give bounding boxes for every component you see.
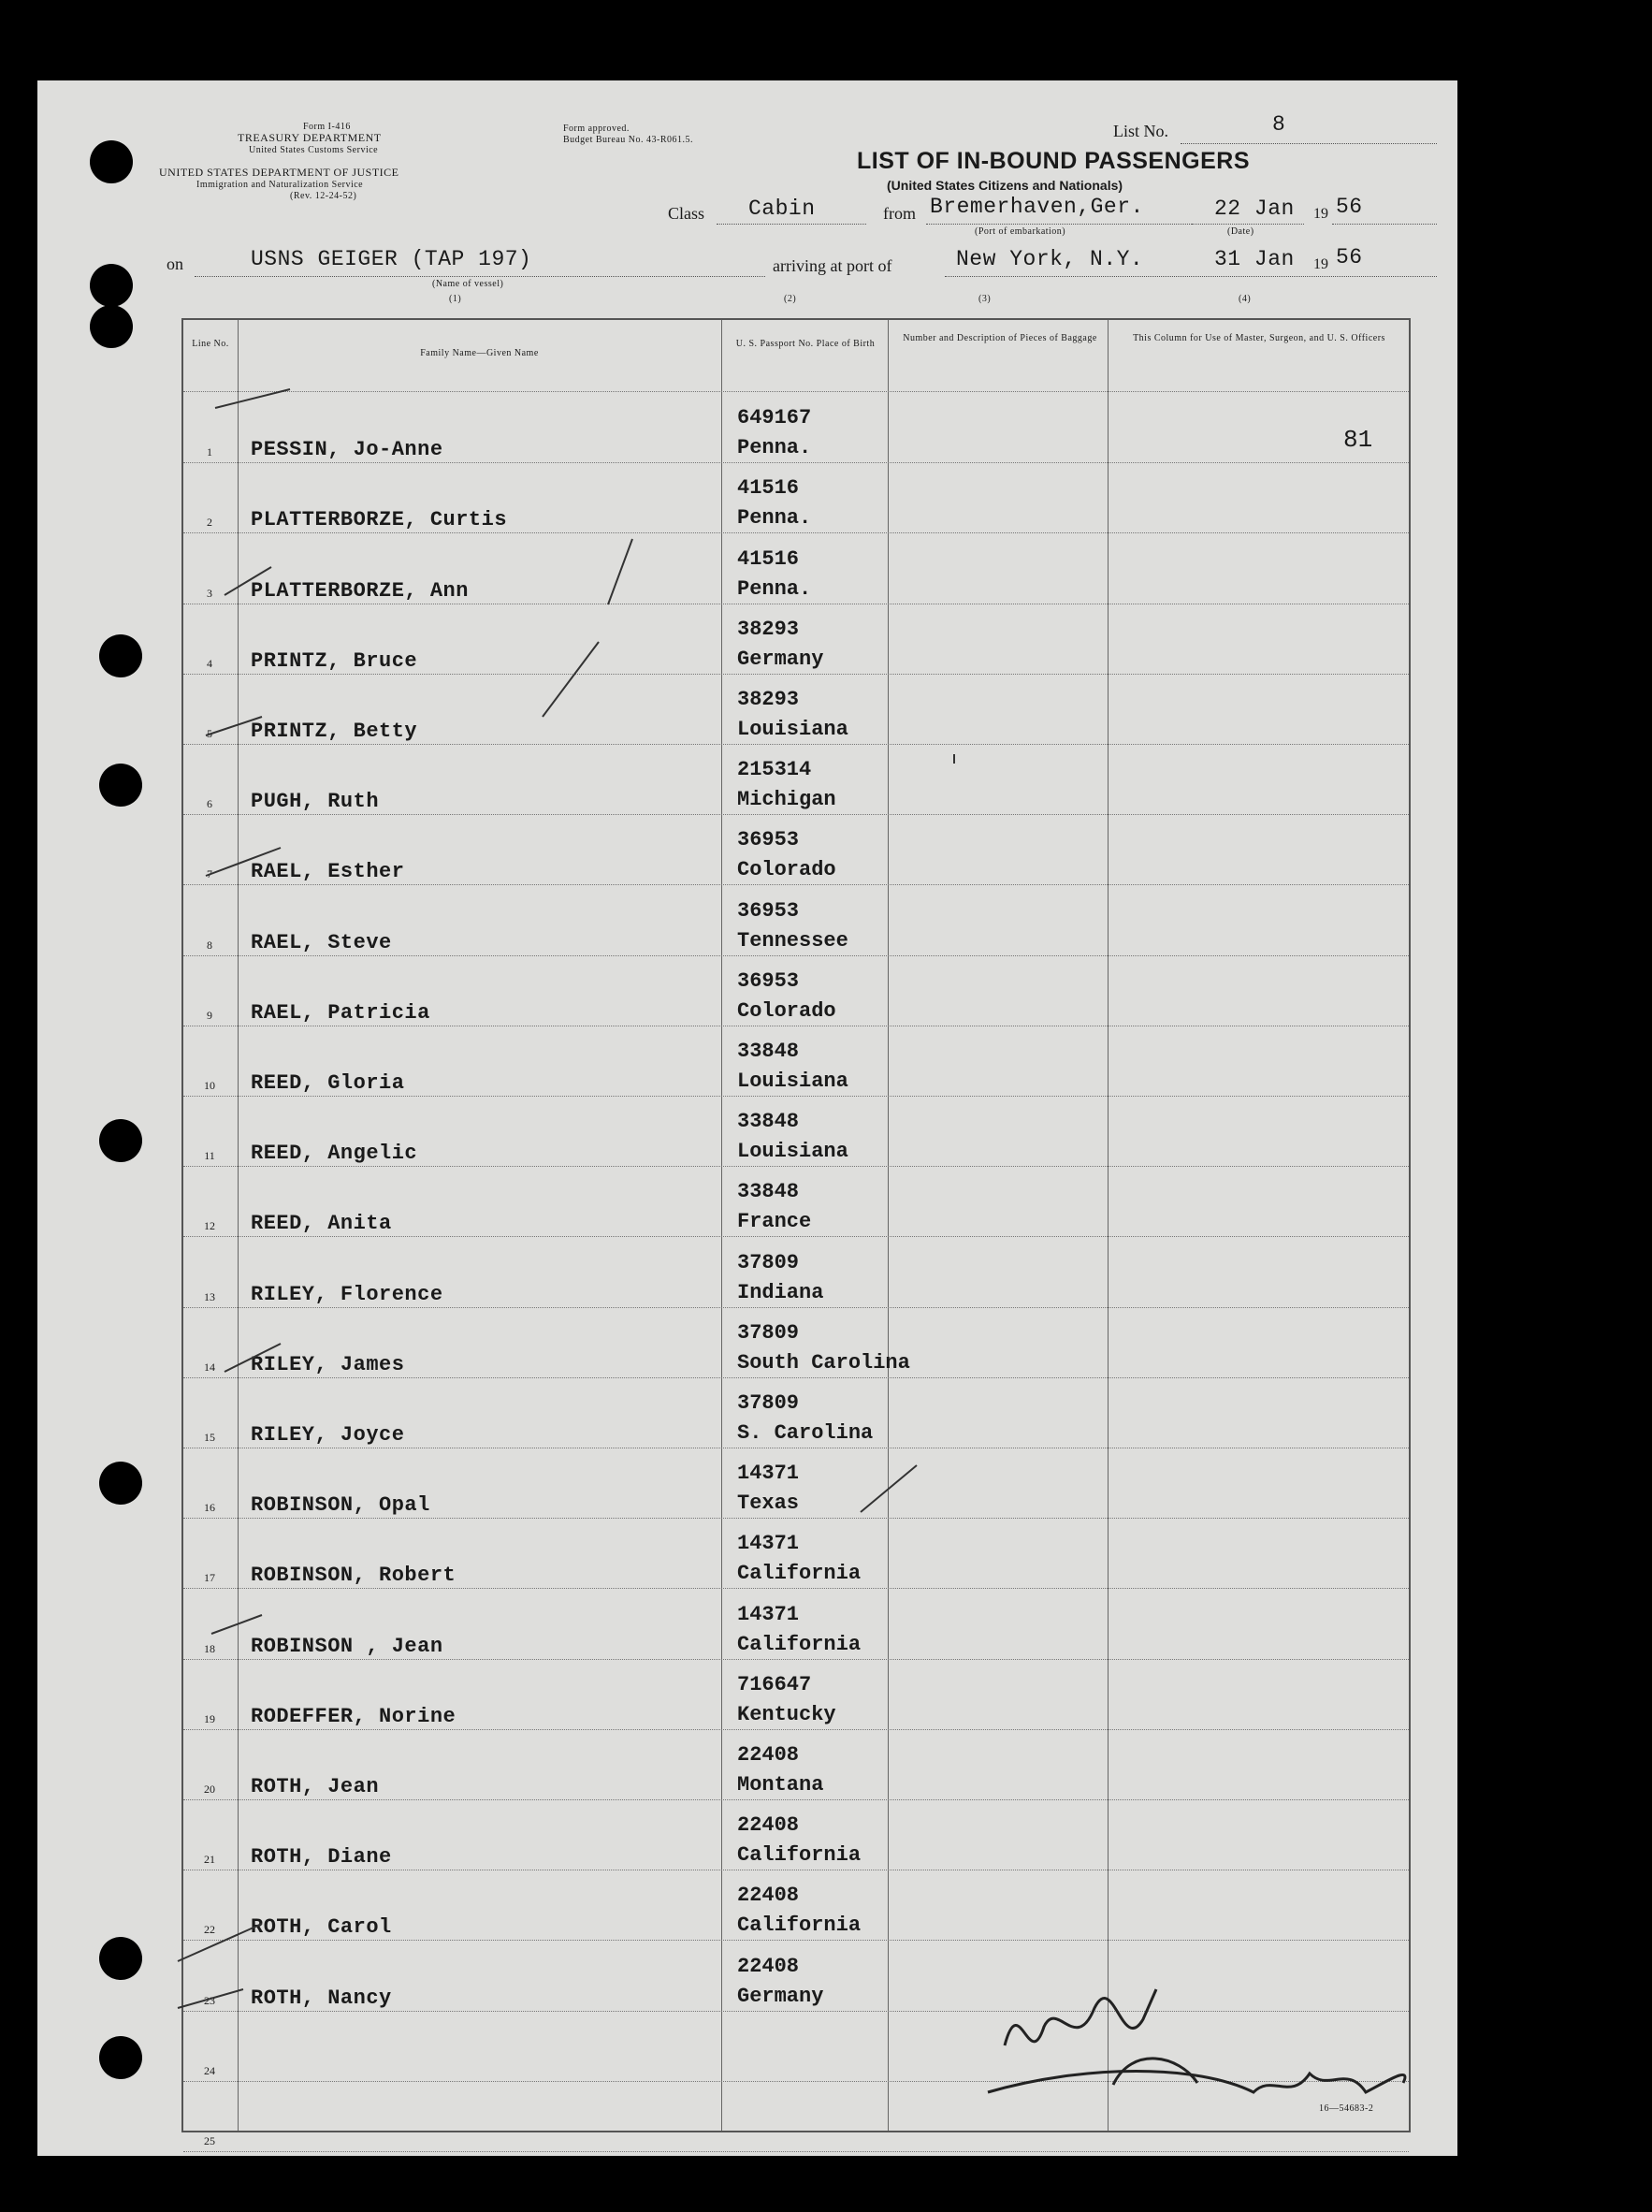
line-number: 13 — [204, 1289, 215, 1303]
customs-service: United States Customs Service — [249, 145, 379, 155]
line-number: 10 — [204, 1078, 215, 1092]
passenger-name: ROTH, Diane — [251, 1845, 392, 1870]
document-subtitle: (United States Citizens and Nationals) — [887, 178, 1123, 193]
table-row — [183, 2082, 1409, 2152]
line-number: 5 — [207, 726, 212, 740]
passenger-name: RODEFFER, Norine — [251, 1704, 456, 1728]
passport-number: 41516 — [737, 546, 800, 571]
passport-number: 33848 — [737, 1039, 800, 1063]
passenger-name: ROTH, Carol — [251, 1915, 392, 1940]
punch-hole — [90, 305, 133, 348]
class-line — [717, 223, 866, 225]
from-value: Bremerhaven,Ger. — [930, 195, 1144, 219]
passenger-name: ROTH, Jean — [251, 1774, 380, 1798]
document-sheet — [37, 80, 1457, 2156]
passenger-name: ROTH, Nancy — [251, 1986, 392, 2010]
passport-number: 215314 — [737, 758, 812, 782]
budget-bureau: Budget Bureau No. 43-R061.5. — [563, 135, 693, 145]
line-number: 4 — [207, 656, 212, 670]
form-revision: (Rev. 12-24-52) — [290, 191, 357, 201]
line-number: 3 — [207, 586, 212, 600]
passport-number: 37809 — [737, 1390, 800, 1415]
place-of-birth: Montana — [737, 1772, 824, 1797]
passenger-name: PESSIN, Jo-Anne — [251, 438, 443, 462]
vessel-line — [195, 275, 765, 277]
header-officers: This Column for Use of Master, Surgeon, and U. S. Officers — [1133, 333, 1385, 343]
passenger-name: PLATTERBORZE, Curtis — [251, 508, 508, 532]
passport-number: 14371 — [737, 1532, 800, 1556]
place-of-birth: South Carolina — [737, 1350, 910, 1375]
row-divider — [183, 2151, 1409, 2152]
punch-hole — [99, 764, 142, 807]
list-no-value: 8 — [1272, 112, 1286, 137]
table-row — [183, 1378, 1409, 1448]
passenger-name: ROBINSON , Jean — [251, 1634, 443, 1658]
passenger-name: PRINTZ, Betty — [251, 719, 418, 743]
table-row — [183, 815, 1409, 885]
passport-number: 649167 — [737, 406, 812, 430]
on-label: on — [167, 255, 183, 273]
table-row — [183, 393, 1409, 463]
punch-hole — [99, 1119, 142, 1162]
col-ref-4: (4) — [1239, 294, 1252, 304]
place-of-birth: California — [737, 1843, 862, 1868]
vessel-caption: (Name of vessel) — [432, 279, 504, 289]
passenger-name: REED, Gloria — [251, 1070, 405, 1095]
depart-year: 56 — [1336, 195, 1363, 219]
line-number: 9 — [207, 1008, 212, 1022]
line-number: 15 — [204, 1430, 215, 1444]
line-number: 14 — [204, 1360, 215, 1374]
passenger-name: RILEY, Joyce — [251, 1422, 405, 1447]
passenger-name: RILEY, Florence — [251, 1282, 443, 1306]
line-number: 8 — [207, 938, 212, 952]
line-number: 7 — [207, 867, 212, 881]
arrival-port: New York, N.Y. — [956, 247, 1144, 271]
place-of-birth: Michigan — [737, 788, 836, 812]
header-line-no: Line No. — [192, 339, 229, 349]
arrival-date: 31 Jan — [1214, 247, 1295, 271]
table-row — [183, 1237, 1409, 1307]
table-row — [183, 604, 1409, 675]
line-number: 20 — [204, 1782, 215, 1796]
place-of-birth: Germany — [737, 1984, 824, 2008]
passenger-name: RILEY, James — [251, 1352, 405, 1376]
line-number: 18 — [204, 1641, 215, 1655]
place-of-birth: California — [737, 1914, 862, 1938]
passport-number: 36953 — [737, 968, 800, 993]
col-ref-3: (3) — [978, 294, 992, 304]
form-approved: Form approved. — [563, 124, 630, 134]
port-embark-caption: (Port of embarkation) — [975, 226, 1066, 237]
punch-hole — [90, 140, 133, 183]
line-number: 2 — [207, 516, 212, 530]
place-of-birth: Louisiana — [737, 1140, 848, 1164]
year-prefix: 19 — [1313, 206, 1328, 222]
passport-number: 33848 — [737, 1110, 800, 1134]
passport-number: 22408 — [737, 1742, 800, 1767]
passenger-name: ROBINSON, Opal — [251, 1493, 430, 1518]
passenger-name: PLATTERBORZE, Ann — [251, 578, 469, 603]
place-of-birth: Louisiana — [737, 1069, 848, 1093]
place-of-birth: Colorado — [737, 858, 836, 882]
passenger-name: PUGH, Ruth — [251, 790, 380, 814]
place-of-birth: California — [737, 1562, 862, 1586]
place-of-birth: Penna. — [737, 436, 812, 460]
passenger-name: ROBINSON, Robert — [251, 1564, 456, 1588]
date-line — [1192, 223, 1304, 225]
line-number: 24 — [204, 2063, 215, 2077]
table-row — [183, 1730, 1409, 1800]
table-row — [183, 1800, 1409, 1870]
place-of-birth: Germany — [737, 647, 824, 671]
header-baggage: Number and Description of Pieces of Baggage — [903, 333, 1097, 343]
line-number: 16 — [204, 1501, 215, 1515]
table-row — [183, 1026, 1409, 1097]
vessel-name: USNS GEIGER (TAP 197) — [251, 247, 532, 271]
place-of-birth: Colorado — [737, 998, 836, 1023]
line-number: 19 — [204, 1711, 215, 1725]
header-divider — [183, 391, 1409, 392]
place-of-birth: Texas — [737, 1492, 800, 1516]
punch-hole — [99, 1462, 142, 1505]
document-title: LIST OF IN-BOUND PASSENGERS — [857, 148, 1251, 174]
passport-number: 36953 — [737, 828, 800, 852]
officer-note: 81 — [1343, 426, 1373, 455]
table-row — [183, 1660, 1409, 1730]
passport-number: 37809 — [737, 1250, 800, 1274]
line-number: 6 — [207, 797, 212, 811]
header-passport: U. S. Passport No. Place of Birth — [735, 339, 876, 349]
table-row — [183, 1167, 1409, 1237]
immigration-service: Immigration and Naturalization Service — [196, 180, 364, 190]
place-of-birth: Kentucky — [737, 1702, 836, 1726]
line-number: 21 — [204, 1853, 215, 1867]
place-of-birth: Louisiana — [737, 717, 848, 741]
table-row — [183, 1097, 1409, 1167]
punch-hole — [90, 264, 133, 307]
header-name: Family Name—Given Name — [420, 348, 539, 358]
passenger-name: REED, Angelic — [251, 1142, 418, 1166]
arriving-label: arriving at port of — [773, 256, 892, 275]
table-row — [183, 745, 1409, 815]
passport-number: 716647 — [737, 1672, 812, 1696]
date-caption: (Date) — [1227, 226, 1254, 237]
place-of-birth: California — [737, 1632, 862, 1656]
passenger-name: RAEL, Steve — [251, 930, 392, 954]
class-value: Cabin — [748, 196, 816, 221]
table-row — [183, 1589, 1409, 1659]
arrival-line — [945, 275, 1437, 277]
list-no-label: List No. — [1113, 122, 1169, 140]
place-of-birth: Indiana — [737, 1280, 824, 1304]
passport-number: 14371 — [737, 1462, 800, 1486]
passport-number: 33848 — [737, 1180, 800, 1204]
table-row — [183, 1941, 1409, 2011]
class-label: Class — [668, 204, 705, 223]
col-ref-1: (1) — [449, 294, 462, 304]
passport-number: 14371 — [737, 1602, 800, 1626]
place-of-birth: Tennessee — [737, 928, 848, 953]
passport-number: 36953 — [737, 898, 800, 923]
year-line — [1332, 223, 1437, 225]
place-of-birth: Penna. — [737, 506, 812, 531]
treasury-dept: TREASURY DEPARTMENT — [238, 131, 382, 144]
punch-hole — [99, 1937, 142, 1980]
line-number: 1 — [207, 445, 212, 459]
passenger-name: PRINTZ, Bruce — [251, 648, 418, 673]
place-of-birth: Penna. — [737, 576, 812, 601]
line-number: 17 — [204, 1571, 215, 1585]
footer-form-code: 16—54683-2 — [1319, 2103, 1374, 2114]
passport-number: 38293 — [737, 617, 800, 641]
arrival-year-prefix: 19 — [1313, 256, 1328, 272]
table-row — [183, 885, 1409, 955]
punch-hole — [99, 2036, 142, 2079]
col-ref-2: (2) — [784, 294, 797, 304]
place-of-birth: France — [737, 1210, 812, 1234]
place-of-birth: S. Carolina — [737, 1420, 874, 1445]
form-number: Form I-416 — [303, 122, 351, 132]
table-row — [183, 1448, 1409, 1519]
line-number: 11 — [204, 1149, 215, 1163]
table-row — [183, 675, 1409, 745]
line-number: 25 — [204, 2133, 215, 2147]
passenger-name: RAEL, Esther — [251, 860, 405, 884]
passenger-name: RAEL, Patricia — [251, 1000, 430, 1025]
passport-number: 38293 — [737, 687, 800, 711]
table-row — [183, 1308, 1409, 1378]
from-label: from — [883, 204, 916, 223]
passport-number: 41516 — [737, 476, 800, 501]
table-row — [183, 533, 1409, 604]
table-row — [183, 463, 1409, 533]
passenger-table — [181, 318, 1411, 2147]
passport-number: 37809 — [737, 1320, 800, 1345]
passport-number: 22408 — [737, 1954, 800, 1978]
passport-number: 22408 — [737, 1884, 800, 1908]
line-number: 12 — [204, 1219, 215, 1233]
passenger-name: REED, Anita — [251, 1212, 392, 1236]
line-number: 23 — [204, 1993, 215, 2007]
punch-hole — [99, 634, 142, 677]
table-row — [183, 1519, 1409, 1589]
table-row — [183, 1870, 1409, 1941]
justice-dept: UNITED STATES DEPARTMENT OF JUSTICE — [159, 166, 399, 179]
list-no-line — [1181, 142, 1437, 144]
table-row — [183, 956, 1409, 1026]
depart-date: 22 Jan — [1214, 196, 1295, 221]
line-number: 22 — [204, 1923, 215, 1937]
passport-number: 22408 — [737, 1813, 800, 1838]
table-row — [183, 2012, 1409, 2082]
arrival-year: 56 — [1336, 245, 1363, 269]
